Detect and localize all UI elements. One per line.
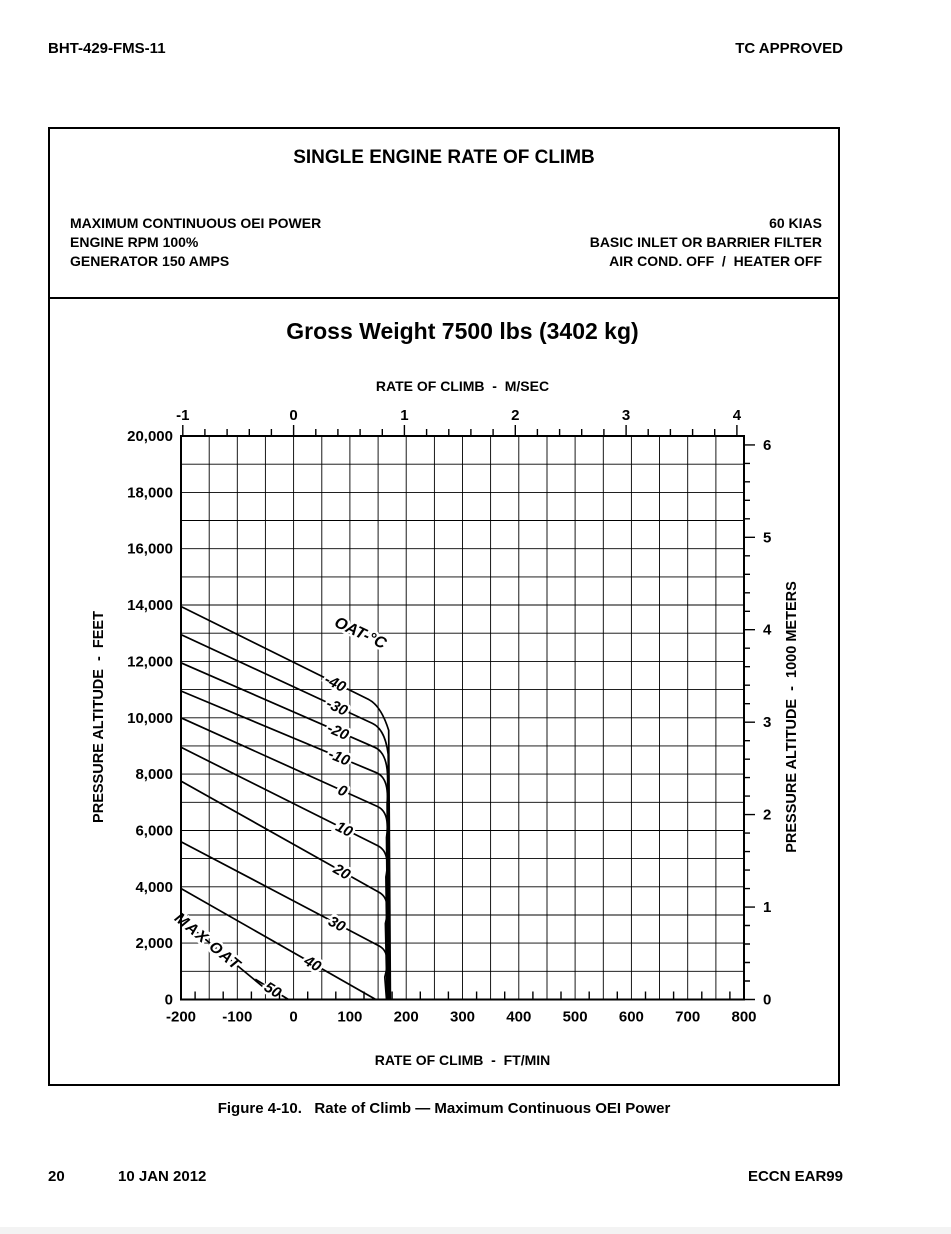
condition-right-3: AIR COND. OFF / HEATER OFF: [609, 253, 822, 269]
y-tick-label: 20,000: [127, 428, 173, 445]
oat-curve-20: [181, 781, 387, 999]
condition-left-1: MAXIMUM CONTINUOUS OEI POWER: [70, 215, 322, 231]
axis-ticks: [183, 425, 755, 1000]
x-tick-label: -200: [165, 1008, 197, 1026]
oat-curve-label--10: -10: [325, 745, 353, 770]
chart-title: Gross Weight 7500 lbs (3402 kg): [286, 318, 639, 344]
oat-curve-label-30: 30: [325, 912, 349, 936]
oat-curve-label-40: 40: [300, 952, 324, 976]
y-tick-label: 4,000: [135, 878, 173, 896]
y-tick-label: 6,000: [135, 822, 173, 840]
y-tick-label: 16,000: [127, 540, 173, 558]
y-tick-label: 18,000: [127, 484, 173, 502]
approval-stamp: TC APPROVED: [735, 40, 843, 57]
revision-date: 10 JAN 2012: [118, 1168, 207, 1185]
oat-family-label: OAT-°C: [331, 614, 389, 653]
y-tick-label: 8,000: [135, 766, 173, 784]
page-number: 20: [48, 1168, 65, 1185]
page-edge: [0, 1227, 951, 1234]
right-tick-label: 1: [763, 899, 772, 917]
condition-left-2: ENGINE RPM 100%: [70, 234, 199, 250]
y-tick-label: 12,000: [127, 653, 173, 671]
y-axis-title: PRESSURE ALTITUDE - FEET: [91, 611, 107, 823]
x-tick-label: 800: [731, 1008, 757, 1026]
doc-number: BHT-429-FMS-11: [48, 40, 166, 57]
figure-caption: Figure 4-10. Rate of Climb — Maximum Continuous OEI Power: [217, 1100, 671, 1117]
condition-left-3: GENERATOR 150 AMPS: [70, 253, 230, 269]
x-tick-label: 600: [618, 1008, 644, 1026]
right-tick-label: 4: [763, 621, 772, 639]
max-oat-label: MAX OAT: [171, 909, 245, 975]
x-tick-label: 100: [337, 1008, 363, 1026]
top-tick-label: 0: [289, 407, 298, 424]
right-tick-label: 3: [763, 714, 772, 732]
right-tick-label: 5: [763, 529, 772, 547]
top-tick-label: 3: [621, 407, 631, 424]
oat-curve-label--20: -20: [324, 719, 352, 744]
right-tick-label: 2: [763, 806, 772, 824]
y-tick-label: 10,000: [127, 709, 173, 727]
x-tick-label: 500: [562, 1008, 588, 1026]
condition-right-2: BASIC INLET OR BARRIER FILTER: [589, 234, 822, 250]
condition-right-1: 60 KIAS: [769, 215, 822, 231]
x-tick-label: -100: [222, 1008, 253, 1026]
y-tick-label: 0: [164, 991, 173, 1009]
oat-curve-label--40: -40: [321, 671, 349, 696]
right-tick-label: 6: [763, 436, 772, 454]
x-tick-label: 200: [393, 1008, 419, 1026]
oat-curve-30: [181, 842, 387, 1000]
top-tick-label: 2: [511, 407, 520, 424]
x-tick-label: 300: [449, 1008, 476, 1026]
oat-curve-label-0: 0: [335, 781, 350, 801]
panel-title: SINGLE ENGINE RATE OF CLIMB: [293, 147, 595, 168]
x-tick-label: 0: [289, 1008, 298, 1026]
y-tick-label: 2,000: [135, 935, 173, 953]
x-tick-label: 400: [506, 1008, 532, 1026]
oat-curve-label-20: 20: [330, 860, 354, 884]
oat-curve-label-10: 10: [332, 818, 356, 841]
oat-curve-10: [181, 747, 388, 999]
right-tick-label: 0: [763, 991, 772, 1009]
top-axis-title: RATE OF CLIMB - M/SEC: [375, 378, 550, 394]
oat-curve-label-50: 50: [260, 978, 285, 1002]
y-tick-label: 14,000: [127, 597, 173, 614]
top-tick-label: 1: [400, 407, 409, 424]
eccn-label: ECCN EAR99: [747, 1168, 843, 1185]
oat-curve-label--30: -30: [323, 695, 351, 720]
top-tick-label: -1: [176, 407, 190, 424]
grid: [181, 436, 744, 1000]
x-axis-title: RATE OF CLIMB - FT/MIN: [374, 1052, 551, 1068]
top-tick-label: 4: [732, 407, 742, 424]
x-tick-label: 700: [675, 1008, 701, 1026]
right-axis-title: PRESSURE ALTITUDE - 1000 METERS: [784, 581, 800, 853]
